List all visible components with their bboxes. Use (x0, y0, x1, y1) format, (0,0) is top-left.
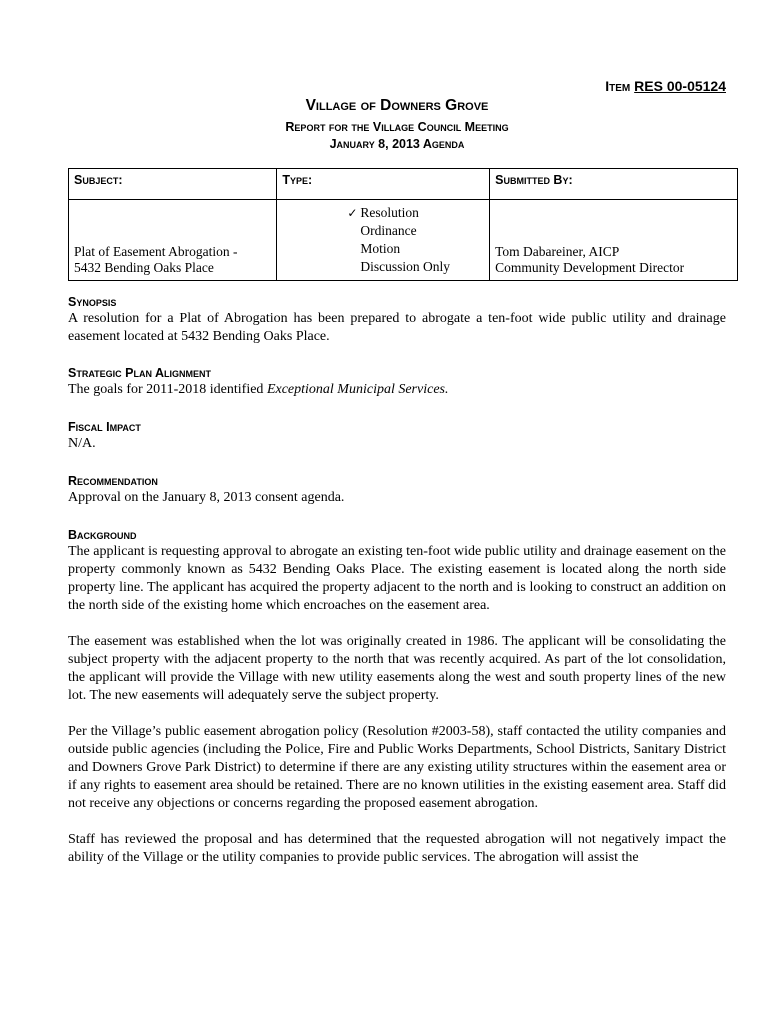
synopsis-section (68, 294, 726, 346)
background-section (68, 527, 726, 867)
document-title: Village of Downers Grove (305, 97, 489, 114)
section-heading: Fiscal Impact (68, 420, 141, 434)
background-paragraph: The easement was established when the lot was originally created in 1986. The applicant will be consolidating the subject property with the adjacent property to the north that was recently acquired. As part of the lot consolidation, the applicant will provide the Village with new utility easements along the west and south property lines of the new lot. The new easements will adequately serve the subject property. (68, 634, 726, 703)
submitter-title: Community Development Director (495, 260, 685, 275)
subject-label: Subject: (69, 169, 277, 200)
strategic-goal: Exceptional Municipal Services. (266, 382, 449, 397)
section-heading: Synopsis (68, 295, 117, 309)
subject-cell (69, 200, 277, 281)
background-paragraph: Staff has reviewed the proposal and has determined that the requested abrogation will not negatively impact the ability of the Village or the utility companies to provide public services. The abrogation will assist the (68, 832, 726, 865)
submitted-cell (490, 200, 738, 281)
section-heading: Strategic Plan Alignment (68, 366, 212, 380)
type-option-motion: Motion (360, 241, 401, 256)
strategic-text: The goals for 2011-2018 identified Exceptional Municipal Services. (68, 382, 449, 397)
checkmark-icon: ✓ (347, 206, 358, 220)
item-number-line (605, 78, 726, 94)
item-prefix: Item (605, 78, 635, 94)
type-option-ordinance: Ordinance (360, 223, 417, 238)
type-option-resolution: ✓ Resolution (347, 205, 419, 220)
item-number: RES 00-05124 (634, 78, 726, 94)
fiscal-section (68, 419, 726, 453)
subject-line: Plat of Easement Abrogation - (74, 244, 238, 259)
recommendation-text: Approval on the January 8, 2013 consent agenda. (68, 490, 345, 505)
subject-line: 5432 Bending Oaks Place (74, 260, 214, 275)
background-paragraph: The applicant is requesting approval to abrogate an existing ten-foot wide public utility and drainage easement on the property commonly known as 5432 Bending Oaks Place. The existing easement is located along the north side property line. The applicant has acquired the property adjacent to the north and is looking to construct an addition on the north side of the existing home which encroaches on the easement area. (68, 544, 726, 613)
agenda-date: January 8, 2013 Agenda (329, 137, 465, 151)
submitted-label: Submitted By: (490, 169, 738, 200)
meta-table (68, 168, 738, 281)
type-cell (277, 200, 490, 281)
section-heading: Recommendation (68, 474, 158, 488)
strategic-section (68, 365, 726, 399)
recommendation-section (68, 473, 726, 507)
background-paragraph: Per the Village’s public easement abrogation policy (Resolution #2003-58), staff contacted the utility companies and outside public agencies (including the Police, Fire and Public Works Departments, School Districts, Sanitary District and Downers Grove Park District) to determine if there are any existing utility structures within the easement area or if any rights to easement area should be retained. There are no known utilities in the existing easement area. Staff did not receive any objections or concerns regarding the proposed easement abrogation. (68, 724, 726, 811)
type-option-discussion: Discussion Only (360, 259, 451, 274)
report-subtitle: Report for the Village Council Meeting (285, 120, 509, 134)
submitter-name: Tom Dabareiner, AICP (495, 244, 620, 259)
type-label: Type: (277, 169, 490, 200)
synopsis-text: A resolution for a Plat of Abrogation has been prepared to abrogate a ten-foot wide public utility and drainage easement located at 5432 Bending Oaks Place. (68, 311, 726, 344)
fiscal-text: N/A. (68, 436, 96, 451)
type-list (282, 204, 484, 276)
section-heading: Background (68, 528, 137, 542)
